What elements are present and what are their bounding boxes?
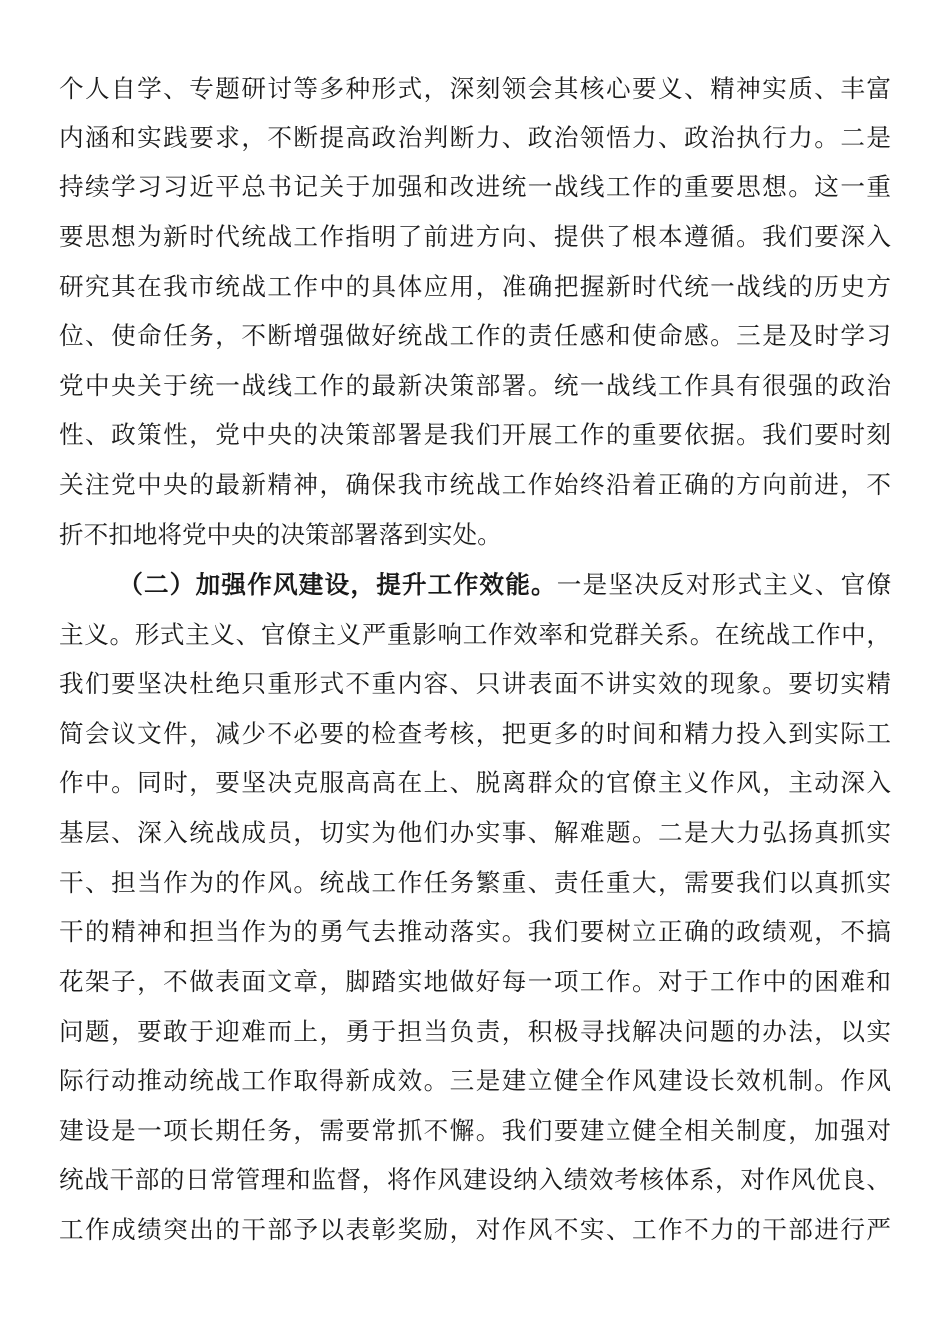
paragraph-1-line-1: 个人自学、专题研讨等多种形式，深刻领会其核心要义、精神实质、丰富 (59, 74, 891, 103)
paragraph-2-line-12: 建设是一项长期任务，需要常抓不懈。我们要建立健全相关制度，加强对 (59, 1116, 891, 1145)
paragraph-2-line-3: 我们要坚决杜绝只重形式不重内容、只讲表面不讲实效的现象。要切实精 (59, 669, 891, 698)
paragraph-1-line-8: 性、政策性，党中央的决策部署是我们开展工作的重要依据。我们要时刻 (59, 420, 891, 449)
paragraph-2-line-10: 问题，要敢于迎难而上，勇于担当负责，积极寻找解决问题的办法，以实 (59, 1017, 891, 1046)
paragraph-1-line-9: 关注党中央的最新精神，确保我市统战工作始终沿着正确的方向前进，不 (59, 470, 891, 499)
paragraph-2-line-8: 干的精神和担当作为的勇气去推动落实。我们要树立正确的政绩观，不搞 (59, 917, 891, 946)
paragraph-2-line-9: 花架子，不做表面文章，脚踏实地做好每一项工作。对于工作中的困难和 (59, 967, 891, 996)
paragraph-2-line-2: 主义。形式主义、官僚主义严重影响工作效率和党群关系。在统战工作中， (59, 620, 891, 649)
paragraph-1-line-7: 党中央关于统一战线工作的最新决策部署。统一战线工作具有很强的政治 (59, 371, 891, 400)
paragraph-2-first-line (59, 560, 891, 609)
paragraph-2-line-11: 际行动推动统战工作取得新成效。三是建立健全作风建设长效机制。作风 (59, 1066, 891, 1095)
paragraph-2-line-13: 统战干部的日常管理和监督，将作风建设纳入绩效考核体系，对作风优良、 (59, 1165, 891, 1194)
paragraph-1-line-4: 要思想为新时代统战工作指明了前进方向、提供了根本遵循。我们要深入 (59, 222, 891, 251)
paragraph-2-line-6: 基层、深入统战成员，切实为他们办实事、解难题。二是大力弘扬真抓实 (59, 818, 891, 847)
paragraph-2-line-4: 简会议文件，减少不必要的检查考核，把更多的时间和精力投入到实际工 (59, 719, 891, 748)
paragraph-2-line-7: 干、担当作为的作风。统战工作任务繁重、责任重大，需要我们以真抓实 (59, 868, 891, 897)
paragraph-1-line-10: 折不扣地将党中央的决策部署落到实处。 (59, 520, 502, 549)
paragraph-2-line-5: 作中。同时，要坚决克服高高在上、脱离群众的官僚主义作风，主动深入 (59, 768, 891, 797)
paragraph-1-line-6: 位、使命任务，不断增强做好统战工作的责任感和使命感。三是及时学习 (59, 321, 891, 350)
paragraph-1-line-3: 持续学习习近平总书记关于加强和改进统一战线工作的重要思想。这一重 (59, 172, 891, 201)
paragraph-1-line-5: 研究其在我市统战工作中的具体应用，准确把握新时代统一战线的历史方 (59, 272, 891, 301)
paragraph-2-first-line-text: 一是坚决反对形式主义、官僚 (556, 570, 891, 599)
section-heading: （二）加强作风建设，提升工作效能。 (117, 570, 557, 599)
paragraph-1-line-2: 内涵和实践要求，不断提高政治判断力、政治领悟力、政治执行力。二是 (59, 123, 891, 152)
paragraph-2-line-14: 工作成绩突出的干部予以表彰奖励，对作风不实、工作不力的干部进行严 (59, 1215, 891, 1244)
